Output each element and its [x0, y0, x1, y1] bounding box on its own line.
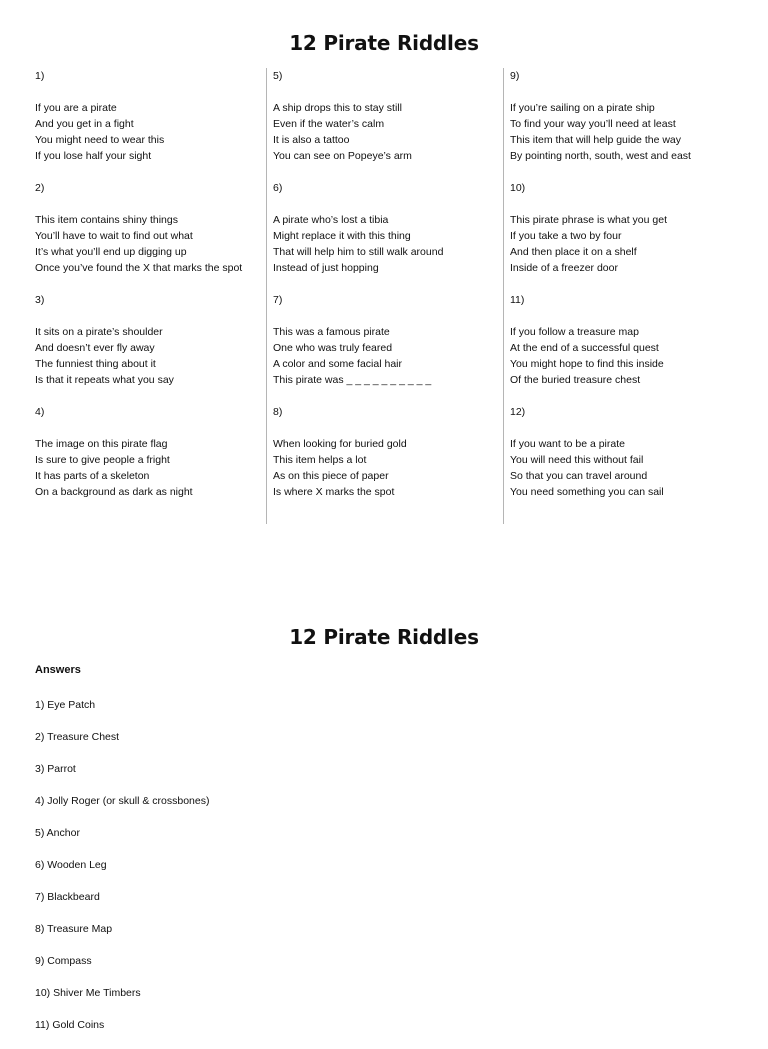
riddle-line: At the end of a successful quest [510, 342, 659, 354]
riddle-line: This item that will help guide the way [510, 134, 681, 146]
riddle-line: This item contains shiny things [35, 214, 178, 226]
riddle-line: You’ll have to wait to find out what [35, 230, 193, 242]
answers-page-title: 12 Pirate Riddles [289, 625, 479, 649]
riddle-number: 4) [35, 406, 45, 418]
riddle-number: 11) [510, 294, 525, 306]
riddle-line: And doesn’t ever fly away [35, 342, 155, 354]
answers-heading: Answers [35, 664, 81, 676]
riddle-line: Even if the water’s calm [273, 118, 385, 130]
riddle-column-1 [35, 68, 267, 524]
riddle-line: You might hope to find this inside [510, 358, 664, 370]
riddle [510, 68, 691, 164]
riddle-line: If you want to be a pirate [510, 438, 625, 450]
riddle-line: You might need to wear this [35, 134, 165, 146]
riddle [273, 68, 412, 164]
answer-item: 5) Anchor [35, 827, 80, 839]
riddle-line: A pirate who’s lost a tibia [273, 214, 389, 226]
riddle-line: A color and some facial hair [273, 358, 402, 370]
riddle-line: And you get in a fight [35, 118, 134, 130]
riddle-line: It sits on a pirate’s shoulder [35, 326, 163, 338]
riddle [510, 404, 664, 500]
answer-item: 1) Eye Patch [35, 699, 96, 711]
riddle-line: If you are a pirate [35, 102, 117, 114]
riddle-line: It has parts of a skeleton [35, 470, 150, 482]
answer-item: 10) Shiver Me Timbers [35, 987, 141, 999]
riddle-number: 6) [273, 182, 283, 194]
riddle-number: 2) [35, 182, 45, 194]
riddle-line: This pirate phrase is what you get [510, 214, 667, 226]
riddle-line: So that you can travel around [510, 470, 648, 482]
riddle-line: Is that it repeats what you say [35, 374, 174, 386]
riddle [35, 68, 164, 164]
riddle-number: 7) [273, 294, 283, 306]
answer-item: 9) Compass [35, 955, 92, 967]
riddle-line: If you lose half your sight [35, 150, 152, 162]
riddle [510, 292, 664, 388]
page-title: 12 Pirate Riddles [289, 31, 479, 55]
riddle-line: Once you’ve found the X that marks the spot [35, 262, 243, 274]
riddle-line: You can see on Popeye’s arm [273, 150, 412, 162]
riddle-line: Of the buried treasure chest [510, 374, 641, 386]
riddle-line: When looking for buried gold [273, 438, 407, 450]
riddle-line: It’s what you’ll end up digging up [35, 246, 187, 258]
riddle-line: To find your way you’ll need at least [510, 118, 676, 130]
riddle-number: 5) [273, 70, 283, 82]
riddle-line: Is where X marks the spot [273, 486, 395, 498]
riddle-number: 1) [35, 70, 45, 82]
riddle-line: This pirate was _ _ _ _ _ _ _ _ _ _ [273, 374, 432, 386]
answer-item: 11) Gold Coins [35, 1019, 105, 1031]
riddle-line: If you take a two by four [510, 230, 622, 242]
answer-item: 3) Parrot [35, 763, 76, 775]
riddle-number: 3) [35, 294, 45, 306]
riddle-line: Inside of a freezer door [510, 262, 618, 274]
riddle [273, 292, 431, 388]
riddle [35, 180, 242, 276]
riddle-line: As on this piece of paper [273, 470, 389, 482]
riddle-number: 10) [510, 182, 526, 194]
riddle-line: You need something you can sail [510, 486, 664, 498]
riddle-line: This was a famous pirate [273, 326, 390, 338]
riddle [35, 292, 174, 388]
riddle-line: If you’re sailing on a pirate ship [510, 102, 655, 114]
riddle-line: If you follow a treasure map [510, 326, 639, 338]
riddle-column-3 [503, 68, 750, 524]
riddle-line: A ship drops this to stay still [273, 102, 402, 114]
riddle-line: And then place it on a shelf [510, 246, 637, 258]
answer-item: 2) Treasure Chest [35, 731, 120, 743]
riddle-line: One who was truly feared [273, 342, 393, 354]
riddle-line: It is also a tattoo [273, 134, 350, 146]
riddle [273, 180, 443, 276]
riddle-line: Instead of just hopping [273, 262, 379, 274]
riddle [510, 180, 667, 276]
answers-list [35, 697, 209, 1049]
answer-item: 8) Treasure Map [35, 923, 113, 935]
riddle-number: 9) [510, 70, 520, 82]
riddle-number: 12) [510, 406, 526, 418]
riddle-line: You will need this without fail [510, 454, 644, 466]
riddle-line: Might replace it with this thing [273, 230, 411, 242]
riddle-line: This item helps a lot [273, 454, 367, 466]
riddle-line: That will help him to still walk around [273, 246, 444, 258]
riddle-column-2 [266, 68, 499, 524]
riddle [273, 404, 407, 500]
riddle-line: Is sure to give people a fright [35, 454, 170, 466]
riddle-line: The funniest thing about it [35, 358, 156, 370]
answer-item: 7) Blackbeard [35, 891, 100, 903]
answer-item: 6) Wooden Leg [35, 859, 107, 871]
riddle-line: By pointing north, south, west and east [510, 150, 691, 162]
riddle-line: On a background as dark as night [35, 486, 193, 498]
riddle [35, 404, 193, 500]
riddle-number: 8) [273, 406, 283, 418]
answer-item: 4) Jolly Roger (or skull & crossbones) [35, 795, 210, 807]
riddle-line: The image on this pirate flag [35, 438, 168, 450]
